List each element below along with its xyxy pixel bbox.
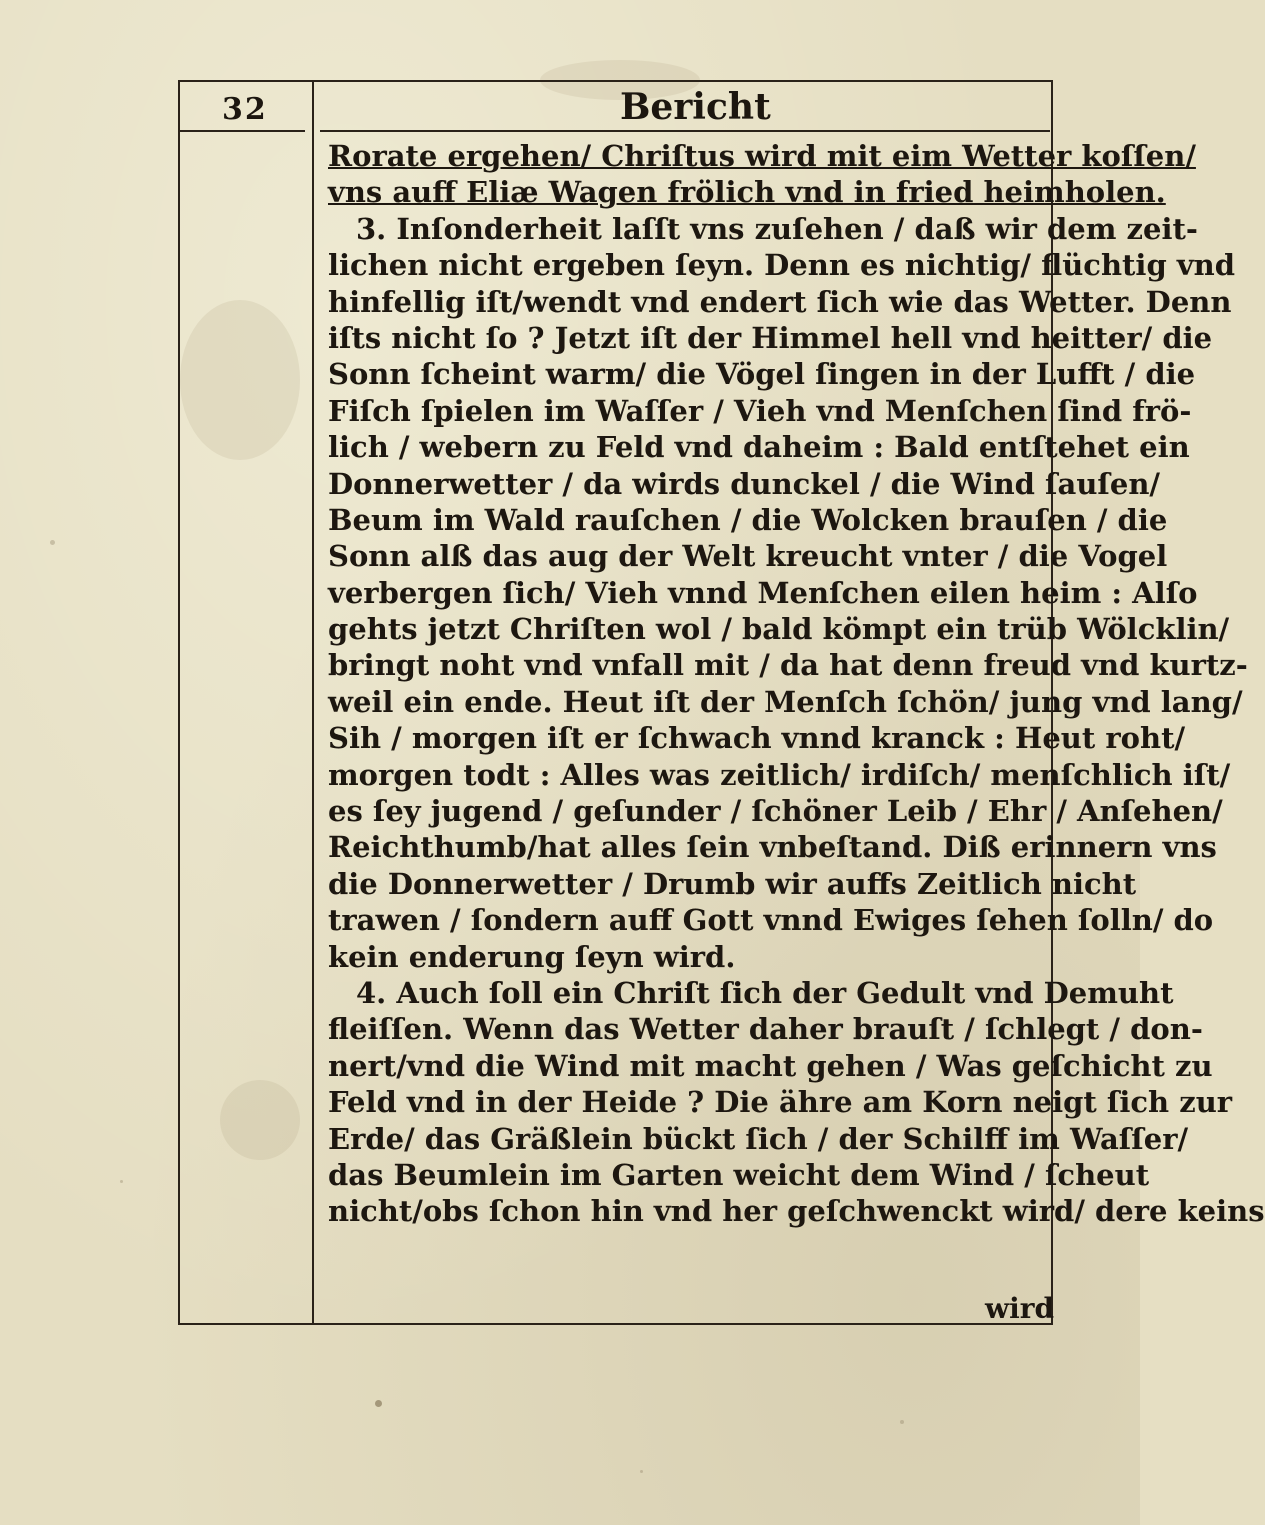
text-line-content: vns auff Eliæ Wagen frölich vnd in fried heimholen. [328,175,1166,210]
text-line-content: nicht/obs ſchon hin vnd her geſchwenckt wird/ dere keins [328,1194,1265,1229]
text-line-content: bringt noht vnd vnfall mit / da hat denn freud vnd kurtz- [328,648,1248,683]
text-line-content: kein enderung ſeyn wird. [328,939,736,974]
text-line-content: Feld vnd in der Heide ? Die ähre am Korn neigt ſich zur [328,1085,1233,1120]
text-line-content: Sonn alß das aug der Welt kreucht vnter / die Vogel [328,539,1168,574]
text-line-content: Donnerwetter / da wirds dunckel / die Wind ſauſen/ [328,466,1161,501]
text-line-content: das Beumlein im Garten weicht dem Wind / ſcheut [328,1157,1150,1192]
paper-speck [900,1420,904,1424]
text-line-content: gehts jetzt Chriſten wol / bald kömpt ein trüb Wölcklin/ [328,612,1230,647]
body-text [328,138,1265,1230]
text-line [328,647,1248,683]
text-line [328,1193,1265,1229]
text-line-content: Rorate ergehen/ Chriſtus wird mit eim Wetter koſſen/ [328,139,1196,173]
text-line [328,538,1168,574]
text-line [328,393,1192,429]
text-line [328,684,1243,720]
running-head: Bericht [620,86,771,128]
text-line [328,1121,1189,1157]
text-line [328,793,1223,829]
text-line-content: nert/vnd die Wind mit macht gehen / Was geſchicht zu [328,1048,1213,1083]
text-line [328,466,1161,502]
text-line-content: Sonn ſcheint warm/ die Vögel ſingen in der Lufft / die [328,357,1196,392]
text-line [328,502,1168,538]
text-line [328,611,1230,647]
text-line-content: verbergen ſich/ Vieh vnnd Menſchen eilen heim : Alſo [328,575,1198,610]
catchword: wird [985,1292,1055,1325]
text-line [328,720,1186,756]
text-line [328,284,1232,320]
text-line [328,138,1196,174]
text-line [328,356,1196,392]
paper-speck [640,1470,643,1473]
text-line [328,174,1166,210]
text-line [328,866,1137,902]
text-line-content: lich / webern zu Feld vnd daheim : Bald entſtehet ein [328,430,1190,465]
paper-speck [375,1400,382,1407]
text-line-content: es ſey jugend / geſunder / ſchöner Leib / Ehr / Anſehen/ [328,794,1223,829]
text-line-content: Fiſch ſpielen im Waſſer / Vieh vnd Menſchen ſind frö- [328,393,1192,428]
text-line-content: trawen / ſondern auff Gott vnnd Ewiges ſehen ſolln/ do [328,903,1214,938]
text-line [328,211,1198,247]
text-line-content: Reichthumb/hat alles ſein vnbeſtand. Diß erinnern vns [328,830,1217,865]
text-line-content: Beum im Wald rauſchen / die Wolcken brauſen / die [328,502,1168,537]
paper-speck [120,1180,123,1183]
text-line-content: hinfellig iſt/wendt vnd endert ſich wie das Wetter. Denn [328,284,1232,319]
text-line-content: iſts nicht ſo ? Jetzt iſt der Himmel hell vnd heitter/ die [328,320,1213,355]
page-number-rule [180,130,305,132]
page-number: 32 [222,92,268,127]
text-line-content: Sih / morgen iſt er ſchwach vnnd kranck : Heut roht/ [328,721,1186,756]
text-line [328,320,1213,356]
text-line [328,247,1236,283]
paper-speck [50,540,55,545]
text-line-content: 4. Auch ſoll ein Chriſt ſich der Gedult vnd Demuht [356,975,1174,1010]
text-line-content: morgen todt : Alles was zeitlich/ irdiſch/ menſchlich iſt/ [328,757,1231,792]
text-line [328,1011,1203,1047]
text-line [328,757,1231,793]
text-line-content: weil ein ende. Heut iſt der Menſch ſchön/ jung vnd lang/ [328,684,1243,719]
text-line-content: fleiſſen. Wenn das Wetter daher brauſt / ſchlegt / don- [328,1012,1203,1047]
text-line-content: Erde/ das Gräßlein bückt ſich / der Schilff im Waſſer/ [328,1121,1189,1156]
text-line [328,902,1214,938]
text-line [328,939,1048,975]
text-line-content: die Donnerwetter / Drumb wir auffs Zeitlich nicht [328,866,1137,901]
text-line-content: lichen nicht ergeben ſeyn. Denn es nichtig/ flüchtig vnd [328,248,1236,283]
text-line [328,975,1174,1011]
text-line-content: 3. Inſonderheit laſſt vns zuſehen / daß wir dem zeit- [356,211,1198,246]
text-line [328,829,1217,865]
margin-column [178,80,314,1325]
text-line [328,575,1198,611]
header-rule [320,130,1050,132]
text-line [328,1157,1150,1193]
text-line [328,1084,1233,1120]
text-line [328,1048,1213,1084]
text-line [328,429,1190,465]
